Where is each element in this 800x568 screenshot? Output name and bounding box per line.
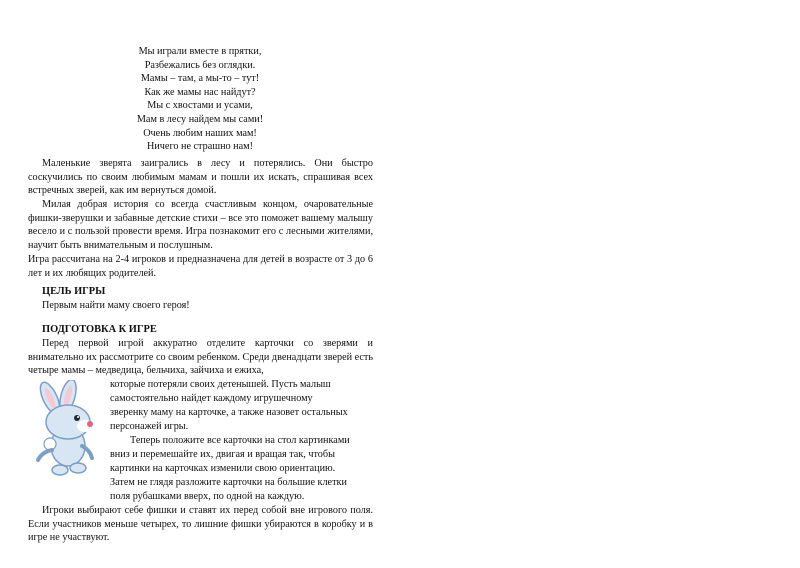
goal-heading: ЦЕЛЬ ИГРЫ [42,286,106,297]
prep-line: которые потеряли своих детенышей. Пусть малыш [110,379,331,390]
bunny-illustration [28,380,106,478]
poem-line: Ничего не страшно нам! [146,141,253,153]
prep-line: Теперь положите все карточки на стол картинками [130,435,350,446]
prep-line: поля рубашками вверх, по одной на каждую. [110,491,305,502]
prep-line: картинки на карточках изменили свою ориентацию. [110,463,336,474]
goal-text: Первым найти маму своего героя! [42,300,190,311]
prep-line: зверенку маму на карточке, а также назовет остальных [110,407,348,418]
poem-line: Мамы – там, а мы-то – тут! [140,73,260,85]
intro-paragraph-3: Игра рассчитана на 2-4 игроков и предназначена для детей в возрасте от 3 до 6 лет и их любящих родителей. [28,254,373,279]
prep-heading: ПОДГОТОВКА К ИГРЕ [42,324,157,335]
poem-line: Мы играли вместе в прятки, [138,46,262,57]
prep-line: Затем не глядя разложите карточки на большие клетки [110,477,347,488]
intro-paragraph-2: Милая добрая история со всегда счастливым концом, очаровательные фишки-зверушки и забавные детские стихи – все это поможет вашему малышу весело и с пользой провести время. Игра познакомит его с лесными жителями, научит быть внимательным и послушным. [28,199,373,251]
prep-paragraph-last: Игроки выбирают себе фишки и ставят их перед собой вне игрового поля. Если участников меньше четырех, то лишние фишки убираются в коробку и в игре не участвуют. [28,505,373,544]
prep-line: вниз и перемешайте их, двигая и вращая так, чтобы [110,449,335,460]
poem-line: Мам в лесу найдем мы сами! [136,113,264,125]
intro-paragraph-1: Маленькие зверята заигрались в лесу и потерялись. Они быстро соскучились по своим любимым мамам и пошли их искать, спрашивая всех встречных зверей, как им вернуться домой. [28,158,373,197]
poem [40,45,360,154]
poem-line: Очень любим наших мам! [143,127,257,139]
prep-line: самостоятельно найдет каждому игрушечному [110,393,313,404]
prep-line: персонажей игры. [110,421,189,432]
prep-paragraph-1: Перед первой игрой аккуратно отделите карточки со зверями и внимательно их рассмотрите со своим ребенком. Среди двенадцати зверей есть четыре мамы – медведица, бельчиха, зайчиха и ежиха, [28,338,373,377]
poem-line: Как же мамы нас найдут? [144,86,256,98]
poem-line: Разбежались без оглядки. [144,59,256,71]
poem-line: Мы с хвостами и усами, [147,100,253,112]
